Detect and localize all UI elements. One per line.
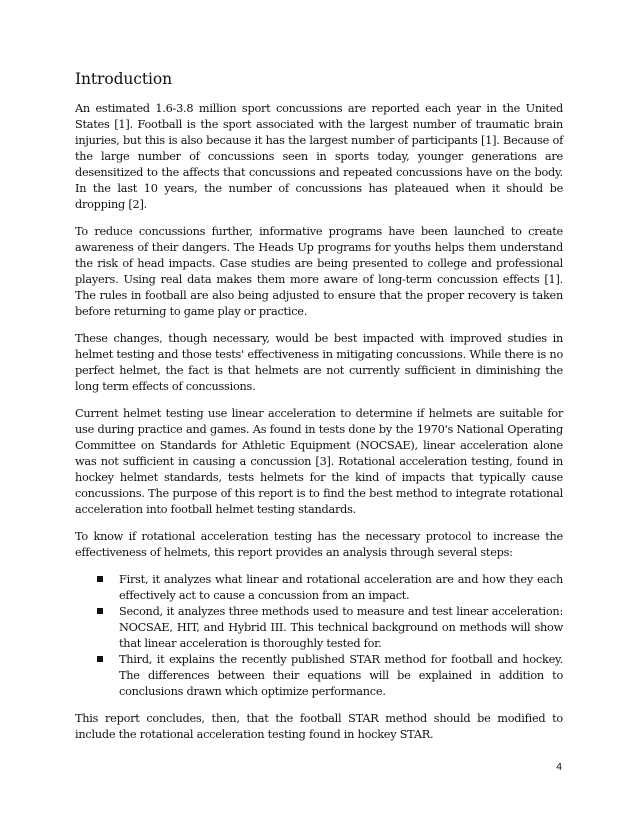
paragraph-3: These changes, though necessary, would be best impacted with improved studies in helmet testing and those tests' effectiveness in mitigating concussions. While there is no perfect helmet, the fact is that helmets are not currently sufficient in diminishing the long term effects of concussions. bbox=[75, 332, 563, 393]
section-heading: Introduction bbox=[75, 70, 172, 88]
paragraph-5: To know if rotational acceleration testing has the necessary protocol to increase the effectiveness of helmets, this report provides an analysis through several steps: bbox=[75, 530, 563, 559]
list-item-text: Second, it analyzes three methods used to measure and test linear acceleration: NOCSAE, HIT, and Hybrid III. This technical background on methods will show that linear acceleration is thoroughly tested for. bbox=[119, 605, 563, 650]
list-item-text: Third, it explains the recently published STAR method for football and hockey. The differences between their equations will be explained in addition to conclusions drawn which optimize performance. bbox=[119, 653, 563, 698]
page-number: 4 bbox=[556, 762, 563, 773]
square-bullet-icon bbox=[97, 608, 103, 614]
list-item-text: First, it analyzes what linear and rotational acceleration are and how they each effectively act to cause a concussion from an impact. bbox=[119, 573, 563, 602]
conclusion-paragraph: This report concludes, then, that the football STAR method should be modified to include the rotational acceleration testing found in hockey STAR. bbox=[75, 712, 563, 741]
list-item bbox=[75, 652, 563, 700]
square-bullet-icon bbox=[97, 656, 103, 662]
paragraph-4: Current helmet testing use linear acceleration to determine if helmets are suitable for use during practice and games. As found in tests done by the 1970's National Operating Committee on Standards for Athletic Equipment (NOCSAE), linear acceleration alone was not sufficient in causing a concussion [3]. Rotational acceleration testing, found in hockey helmet standards, tests helmets for the kind of impacts that typically cause concussions. The purpose of this report is to find the best method to integrate rotational acceleration into football helmet testing standards. bbox=[75, 407, 563, 516]
steps-list bbox=[75, 572, 563, 700]
body-text bbox=[75, 101, 563, 754]
list-item bbox=[75, 572, 563, 604]
paragraph-1: An estimated 1.6-3.8 million sport concussions are reported each year in the United States [1]. Football is the sport associated with the largest number of traumatic brain injuries, but this is also because it has the largest number of participants [1]. Because of the large number of concussions seen in sports today, younger generations are desensitized to the affects that concussions and repeated concussions have on the body. In the last 10 years, the number of concussions has plateaued when it should be dropping [2]. bbox=[75, 102, 563, 211]
paragraph-2: To reduce concussions further, informative programs have been launched to create awareness of their dangers. The Heads Up programs for youths helps them understand the risk of head impacts. Case studies are being presented to college and professional players. Using real data makes them more aware of long-term concussion effects [1]. The rules in football are also being adjusted to ensure that the proper recovery is taken before returning to game play or practice. bbox=[75, 225, 563, 318]
list-item bbox=[75, 604, 563, 652]
square-bullet-icon bbox=[97, 576, 103, 582]
